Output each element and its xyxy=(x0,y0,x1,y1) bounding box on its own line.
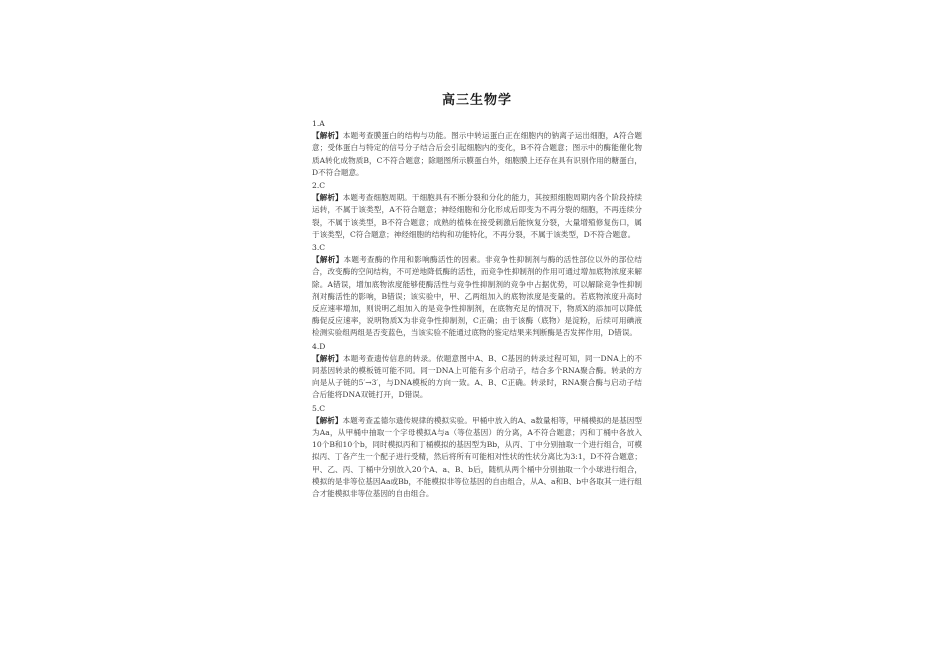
answer-document xyxy=(312,92,642,501)
explanation-text: 本题考查遗传信息的转录。依题意图中A、B、C基因的转录过程可知，同一DNA上的不同基因转录的模板链可能不同。同一DNA上可能有多个启动子，结合多个RNA聚合酶。转录的方向是从子链的5′→3′，与DNA模板的方向一致。A、B、C正确。转录时，RNA聚合酶与启动子结合后能将DNA双链打开，D错误。 xyxy=(312,353,642,400)
document-title: 高三生物学 xyxy=(441,93,512,108)
question-number: 2.C xyxy=(312,181,326,190)
explanation-text: 本题考查膜蛋白的结构与功能。图示中转运蛋白正在细胞内的钠离子运出细胞，A符合题意；受体蛋白与特定的信号分子结合后会引起细胞内的变化，B不符合题意；图示中的酶能催化物质A转化成物质B，C不符合题意；除题图所示膜蛋白外，细胞膜上还存在具有识别作用的糖蛋白，D不符合题意。 xyxy=(312,131,642,177)
explanation-tag: 【解析】 xyxy=(312,255,344,265)
explanation-tag: 【解析】 xyxy=(312,415,343,425)
answer-explanation xyxy=(312,130,642,179)
explanation-tag: 【解析】 xyxy=(312,353,343,363)
question-number: 4.D xyxy=(312,341,326,351)
answer-explanation xyxy=(312,254,642,339)
question-number: 1.A xyxy=(312,119,325,128)
question-number: 3.C xyxy=(312,243,326,252)
answer-explanation xyxy=(312,353,642,402)
question-number: 5.C xyxy=(312,403,326,413)
explanation-tag: 【解析】 xyxy=(312,193,343,203)
explanation-tag: 【解析】 xyxy=(312,131,343,141)
explanation-text: 本题考查细胞周期。干细胞具有不断分裂和分化的能力，其按照细胞周期内各个阶段持续运转，不属于该类型，A不符合题意；神经细胞和分化形成后即变为不再分裂的细胞，不再连续分裂，不属于该类型，B不符合题意；成熟的植株在接受刺激后能恢复分裂，大量增殖修复伤口，属于该类型，C符合题意；神经细胞的结构和功能特化，不再分裂，不属于该类型，D不符合题意。 xyxy=(312,193,643,239)
explanation-text: 本题考查酶的作用和影响酶活性的因素。非竞争性抑制剂与酶的活性部位以外的部位结合，改变酶的空间结构，不可逆地降低酶的活性，而竞争性抑制剂的作用可通过增加底物浓度来解除。A错误，增加底物浓度能够使酶活性与竞争性抑制剂的竞争中占据优势，可以解除竞争性抑制剂对酶活性的影响，B错误；该实验中，甲、乙两组加入的底物浓度是变量的。若底物浓度升高时反应速率增加，则说明乙组加入的是竞争性抑制剂，在底物充足的情况下，物质X的添加可以降低酶促反应速率，说明物质X为非竞争性抑制剂，C正确；由于该酶（底物）是淀粉，后续可用碘液检测实验组两组是否变蓝色，当该实验不能通过底物的鉴定结果来判断酶是否发挥作用，D错误。 xyxy=(312,255,643,338)
answer-explanation xyxy=(312,192,642,241)
explanation-text: 本题考查孟德尔遗传规律的模拟实验。甲桶中放入的A、a数量相等，甲桶模拟的是基因型为Aa，从甲桶中抽取一个字母模拟A与a（等位基因）的分离，A不符合题意；丙和丁桶中各放入10个B和10个b，同时模拟丙和丁桶模拟的基因型为Bb，从丙、丁中分别抽取一个进行组合，可模拟丙、丁各产生一个配子进行受精，然后将所有可能相对性状的性状分离比为3:1，D不符合题意；甲、乙、丙、丁桶中分别放入20个A、a、B、b后，随机从两个桶中分别抽取一个小球进行组合，模拟的是非等位基因Aa或Bb，不能模拟非等位基因的自由组合，从A、a和B、b中各取其一进行组合才能模拟非等位基因的自由组合。 xyxy=(312,415,643,499)
answer-explanation xyxy=(312,415,642,500)
